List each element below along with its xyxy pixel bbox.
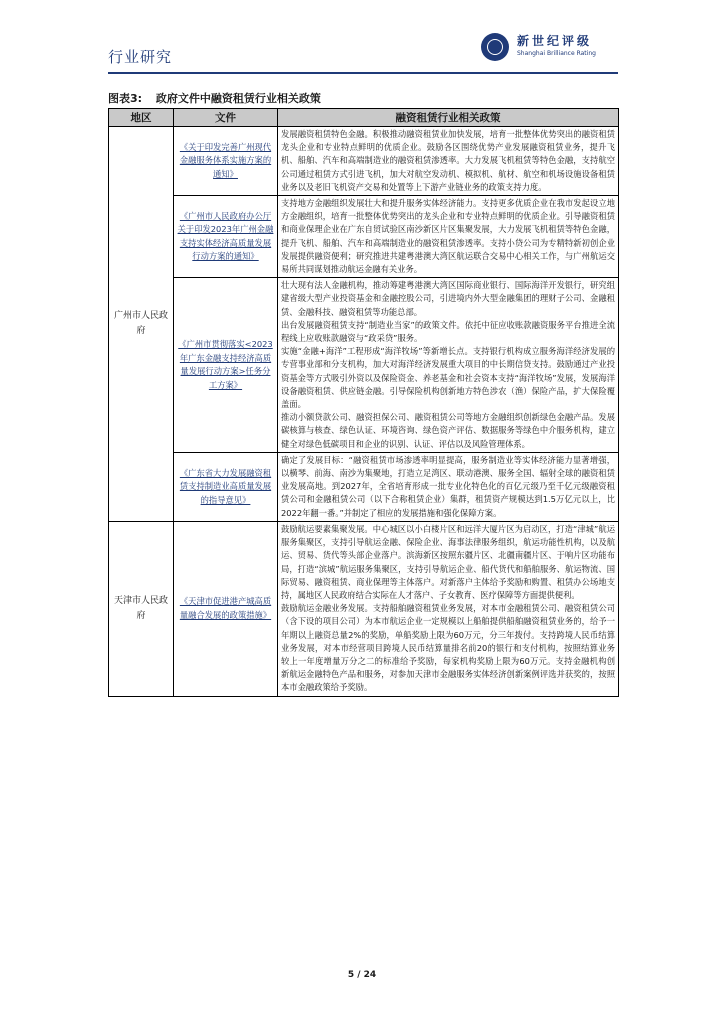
header-divider (108, 72, 618, 74)
policy-paragraph: 实施“金融+海洋”工程形成“海洋牧场”等新增长点。支持银行机构成立服务海洋经济发展的专营事业部和分支机构，加大对海洋经济发展重大项目的中长期信贷支持。鼓励通过产业投资基金等方式吸引外资以及保险资金、养老基金和社会资本支持“海洋牧场”发展，发展海洋设备融资租赁、供应链金融。引导保险机构创新地方特色涉农（渔）保险产品，扩大保险覆盖面。 (281, 346, 615, 410)
table-row (109, 278, 619, 453)
region-cell: 广州市人民政府 (109, 127, 174, 522)
policy-cell (278, 127, 619, 196)
policy-paragraph: 支持地方金融组织发展壮大和提升服务实体经济能力。支持更多优质企业在我市发起设立地方金融组织，培育一批整体优势突出的龙头企业和专业特点鲜明的优质企业。引导融资租赁和商业保理企业在广东自贸试验区南沙新区片区集聚发展，大力发展飞机租赁等特色金融，提升飞机、船舶、汽车和高端制造业的融资租赁渗透率。支持小贷公司为专精特新初创企业发展提供融资便利；研究推进共建粤港澳大湾区航运联合交易中心相关工作，与广州航运交易所共同谋划推动航运金融有关业务。 (281, 198, 615, 275)
policy-paragraph: 鼓励航运要素集聚发展。中心城区以小白楼片区和远洋大厦片区为启动区，打造“津城”航运服务集聚区，支持引导航运金融、保险企业、海事法律服务组织，航运功能性机构，以及航运、贸易、货代等头部企业落户。滨海新区按照东疆片区、北疆南疆片区、于响片区功能布局，打造“滨城”航运服务集聚区，支持引导航运企业、船代货代和船舶服务、航运物流、国际贸易、融资租赁、商业保理等主体落户。对新落户主体给予奖励和购置、租赁办公场地支持，属地区人民政府结合实际在人才落户、子女教育、医疗保障等方面提供便利。 (281, 523, 615, 600)
figure-label: 图表3: (108, 92, 143, 105)
policy-cell (278, 452, 619, 521)
region-cell: 天津市人民政府 (109, 521, 174, 696)
header-title: 行业研究 (108, 48, 173, 66)
document-link[interactable]: 《广州市人民政府办公厅关于印发2023年广州金融支持实体经济高质量发展行动方案的通知》 (174, 196, 278, 278)
policy-paragraph: 壮大现有法人金融机构，推动筹建粤港澳大湾区国际商业银行、国际海洋开发银行，研究组建省级大型产业投资基金和金融控股公司，引进境内外大型金融集团的理财子公司、金融租赁、金融科技、融资租赁等功能总部。 (281, 280, 615, 317)
brand-logo (481, 28, 621, 68)
figure-caption (108, 90, 321, 106)
logo-cn-text: 新世纪评级 (517, 34, 593, 48)
header-document: 文件 (174, 109, 278, 127)
policy-cell (278, 196, 619, 278)
policy-paragraph: 出台发展融资租赁支持“制造业当家”的政策文件。依托中征应收账款融资服务平台推进全流程线上应收账款融资与“政采贷”服务。 (281, 319, 615, 344)
policy-cell (278, 278, 619, 453)
document-link[interactable]: 《广东省大力发展融资租赁支持制造业高质量发展的指导意见》 (174, 452, 278, 521)
policy-table (108, 108, 619, 697)
table-row (109, 521, 619, 696)
document-link[interactable]: 《天津市促进港产城高质量融合发展的政策措施》 (174, 521, 278, 696)
table-row (109, 452, 619, 521)
policy-paragraph: 推动小额贷款公司、融资担保公司、融资租赁公司等地方金融组织创新绿色金融产品。发展碳核算与核查、绿色认证、环境咨询、绿色资产评估、数据服务等绿色中介服务机构，建立健全对绿色低碳项目和企业的识别、认证、评估以及风险管理体系。 (281, 412, 615, 449)
table-row (109, 127, 619, 196)
document-link[interactable]: 《广州市贯彻落实<2023年广东金融支持经济高质量发展行动方案>任务分工方案》 (174, 278, 278, 453)
header-region: 地区 (109, 109, 174, 127)
policy-cell (278, 521, 619, 696)
table-row (109, 196, 619, 278)
table-header-row (109, 109, 619, 127)
logo-emblem-icon (481, 33, 509, 61)
policy-paragraph: 确定了发展目标：“融资租赁市场渗透率明显提高，服务制造业等实体经济能力显著增强，以横琴、前海、南沙为集聚地，打造立足湾区、联动港澳、服务全国、辐射全球的融资租赁业发展高地。到2027年，全省培育形成一批专业化特色化的百亿元级乃至千亿元级融资租赁公司和金融租赁公司（以下合称租赁企业）集群，租赁资产规模达到1.5万亿元以上，比2022年翻一番。”并制定了相应的发展措施和强化保障方案。 (281, 454, 615, 518)
document-link[interactable]: 《关于印发完善广州现代金融服务体系实施方案的通知》 (174, 127, 278, 196)
page-number: 5 / 24 (347, 970, 377, 980)
figure-title: 政府文件中融资租赁行业相关政策 (155, 92, 321, 105)
logo-en-text: Shanghai Brilliance Rating (517, 50, 596, 57)
header-policy: 融资租赁行业相关政策 (278, 109, 619, 127)
policy-paragraph: 鼓励航运金融业务发展。支持船舶融资租赁业务发展，对本市金融租赁公司、融资租赁公司（含下设的项目公司）为本市航运企业一定规模以上船舶提供船舶融资租赁业务的，给予一年期以上融资总量2%的奖励，单船奖励上限为60万元，分三年拨付。支持跨境人民币结算业务发展，对本市经营项目跨境人民币结算量排名前20的银行和支付机构，按照结算业务较上一年度增量万分之二的标准给予奖励，每家机构奖励上限为60万元。支持金融机构创新航运金融特色产品和服务，对参加天津市金融服务实体经济创新案例评选并获奖的，按照本市金融政策给予奖励。 (281, 603, 615, 693)
policy-paragraph: 发展融资租赁特色金融。积极推动融资租赁业加快发展，培育一批整体优势突出的融资租赁龙头企业和专业特点鲜明的优质企业。鼓励各区围绕优势产业发展融资租赁业务，提升飞机、船舶、汽车和高端制造业的融资租赁渗透率。大力发展飞机租赁等特色金融，支持航空公司通过租赁方式引进飞机，加大对航空发动机、模拟机、航材、航空和机场设施设备租赁业务以及老旧飞机资产交易和处置等上下游产业链业务的政策支持力度。 (281, 129, 615, 192)
